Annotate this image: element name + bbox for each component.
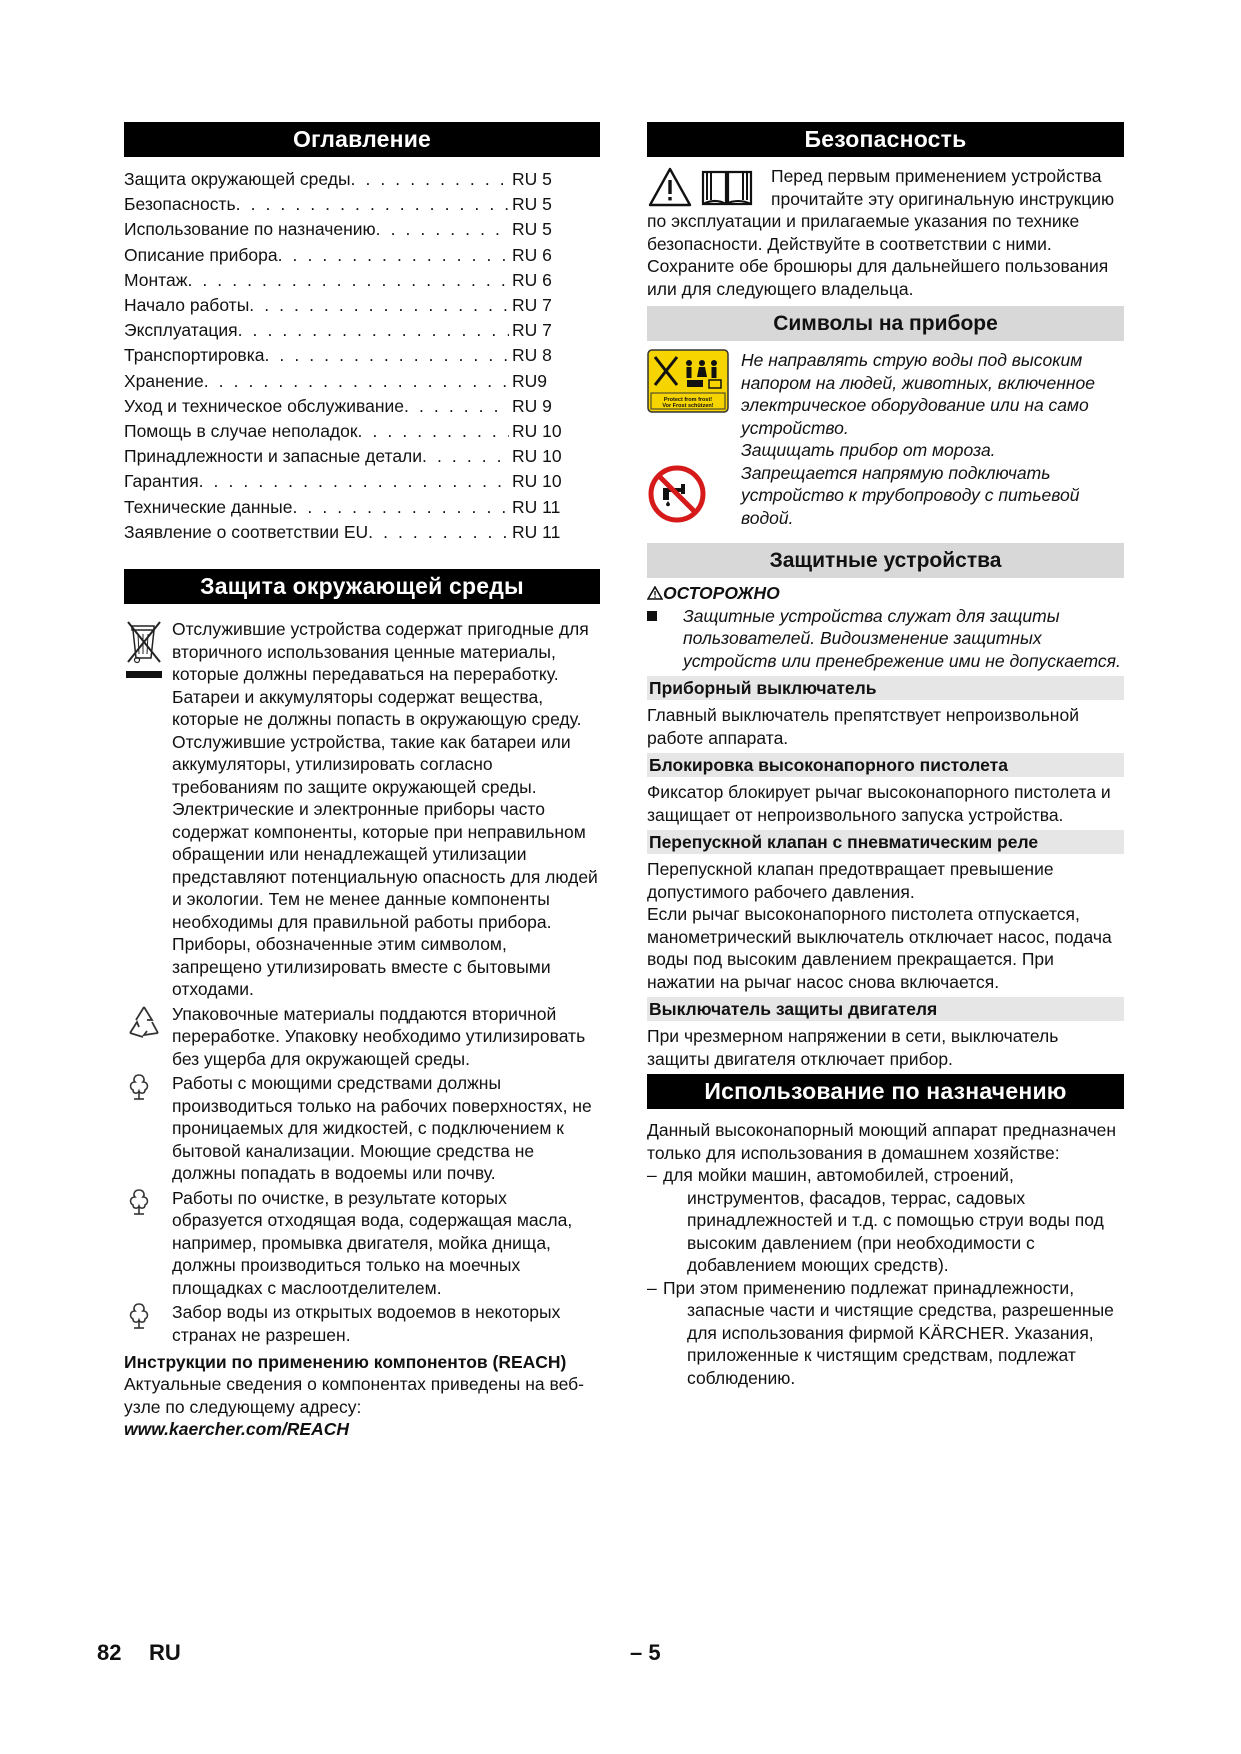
crossed-bin-icon: [124, 618, 172, 680]
valve-text-2: Если рычаг высоконапорного пистолета отпускается, манометрический выключатель отключает насос, подача воды под высоким давлением прекращается. При нажатии на рычаг насос снова включается.: [647, 904, 1112, 992]
env-block-recycle: [124, 1003, 600, 1071]
switch-title: Приборный выключатель: [647, 676, 1124, 700]
env-paragraph-1: Отслужившие устройства содержат пригодные для вторичного использования ценные материалы, которые должны передаваться на переработку. Батареи и аккумуляторы содержат вещества, которые не должны попасть в окружающую среду. Отслужившие устройства, такие как батареи или аккумуляторы, утилизировать согласно требованиям по защите окружающей среды.: [172, 619, 589, 797]
toc-entry[interactable]: [124, 192, 564, 217]
reach-text: Актуальные сведения о компонентах приведены на веб-узле по следующему адресу:: [124, 1374, 584, 1417]
motor-switch-title: Выключатель защиты двигателя: [647, 997, 1124, 1021]
toc-entry-page: RU 8: [512, 345, 552, 366]
svg-text:Protect from frost!: Protect from frost!: [663, 397, 713, 403]
safety-title: Безопасность: [647, 122, 1124, 157]
toc-entry[interactable]: [124, 419, 564, 444]
small-warning-icon: [647, 586, 663, 600]
toc-entry-page: RU 7: [512, 320, 552, 341]
toc-dot-leader: [351, 167, 509, 192]
safety-intro: Перед первым применением устройства прочитайте эту оригинальную инструкцию по эксплуатации и прилагаемые указания по технике безопасности. Действуйте в соответствии с ними. Сохраните обе брошюры для дальнейшего пользования или для следующего владельца.: [647, 166, 1115, 299]
toc-title: Оглавление: [124, 122, 600, 157]
toc-entry-title: Монтаж: [124, 269, 188, 290]
symbol-2-text: Запрещается напрямую подключать устройство к трубопроводу с питьевой водой.: [741, 462, 1080, 528]
toc-entry-page: RU 11: [512, 521, 561, 542]
usage-item-2-text: При этом применению подлежат принадлежности, запасные части и чистящие средства, разрешенные для использования фирмой KÄRCHER. Указания, приложенные к чистящим средствам, подлежат соблюдению.: [663, 1277, 1114, 1388]
toc-entry-title: Использование по назначению: [124, 219, 376, 240]
toc-dot-leader: [264, 343, 509, 368]
toc-entry-title: Начало работы: [124, 295, 250, 316]
symbol-1-text: Не направлять струю воды под высоким напором на людей, животных, включенное электрическое оборудование или на само устройство.: [741, 350, 1095, 438]
reach-url[interactable]: www.kaercher.com/REACH: [124, 1419, 349, 1440]
toc-entry[interactable]: [124, 217, 564, 242]
toc-dot-leader: [199, 469, 509, 494]
toc-entry[interactable]: [124, 394, 564, 419]
dash-marker: –: [647, 1277, 657, 1298]
symbols-title: Символы на приборе: [647, 306, 1124, 341]
caution-label: ОСТОРОЖНО: [663, 583, 780, 603]
toc-entry-title: Хранение: [124, 370, 204, 391]
dash-marker: –: [647, 1165, 657, 1185]
toc-dot-leader: [404, 394, 509, 419]
toc-entry-page: RU 5: [512, 169, 552, 189]
env-paragraph-4: Работы с моющими средствами должны производиться только на рабочих поверхностях, не проницаемых для жидкостей, с подключением к бытовой канализации. Моющие средства не должны попадать в водоемы или почву.: [172, 1073, 592, 1184]
toc-dot-leader: [204, 369, 509, 394]
gun-lock-title: Блокировка высоконапорного пистолета: [647, 753, 1124, 777]
toc-entry[interactable]: [124, 243, 564, 268]
switch-text: Главный выключатель препятствует непроизвольной работе аппарата.: [647, 705, 1079, 748]
toc-entry-page: RU 10: [512, 471, 562, 492]
toc-entry[interactable]: [124, 343, 564, 368]
toc-entry[interactable]: [124, 495, 564, 520]
toc-entry[interactable]: [124, 469, 564, 494]
toc-entry-title: Помощь в случае неполадок: [124, 421, 358, 442]
left-column: [124, 122, 600, 1441]
toc-entry-title: Транспортировка: [124, 345, 265, 366]
svg-text:Vor Frost schützen!: Vor Frost schützen!: [662, 403, 714, 409]
env-block-weee: [124, 618, 600, 798]
env-paragraph-2: Электрические и электронные приборы часто содержат компоненты, которые при неправильном обращении или ненадлежащей утилизации представляют потенциальную опасность для людей и экологии. Тем не менее данные компоненты необходимы для правильной работы прибора. Приборы, обозначенные этим символом, запрещено утилизировать вместе с бытовыми отходами.: [172, 799, 598, 1000]
toc-dot-leader: [376, 217, 509, 242]
toc-dot-leader: [358, 419, 509, 444]
symbol-1-texts: [741, 349, 1124, 462]
env-paragraph-3: Упаковочные материалы поддаются вторичной переработке. Упаковку необходимо утилизировать без ущерба для окружающей среды.: [172, 1003, 586, 1069]
devices-title: Защитные устройства: [647, 543, 1124, 578]
toc-dot-leader: [292, 495, 509, 520]
env-block-detergents: [124, 1072, 600, 1185]
usage-item-1-text: для мойки машин, автомобилей, строений, инструментов, фасадов, террас, садовых принадлежностей и т.д. с помощью струи воды под высоким давлением (при необходимости с добавлением моющих средств).: [663, 1165, 1104, 1275]
symbol-1b-text: Защищать прибор от мороза.: [741, 440, 996, 460]
toc-dot-leader: [187, 268, 509, 293]
toc-entry[interactable]: [124, 520, 564, 545]
caution-heading: [647, 582, 1124, 605]
env-section-title: Защита окружающей среды: [124, 569, 600, 604]
toc-entry-title: Заявление о соответствии EU: [124, 521, 369, 542]
toc-entry-page: RU 5: [512, 219, 552, 240]
table-of-contents: [124, 167, 600, 545]
safety-icons: [647, 165, 765, 209]
toc-entry-title: Эксплуатация: [124, 320, 238, 341]
toc-entry-title: Защита окружающей среды: [124, 169, 351, 189]
usage-title: Использование по назначению: [647, 1074, 1124, 1109]
caution-text: Защитные устройства служат для защиты пользователей. Видоизменение защитных устройств или пренебрежение ими не допускается.: [683, 605, 1121, 671]
tree-icon: [124, 1072, 172, 1102]
footer-page-number: 82: [97, 1640, 122, 1665]
toc-entry-page: RU 10: [512, 446, 562, 467]
toc-entry[interactable]: [124, 268, 564, 293]
right-column: [647, 122, 1124, 1389]
gun-lock-text: Фиксатор блокирует рычаг высоконапорного пистолета и защищает от непроизвольного запуска устройства.: [647, 782, 1111, 825]
footer-language: RU: [149, 1640, 181, 1665]
toc-dot-leader: [249, 293, 509, 318]
toc-entry-title: Описание прибора: [124, 244, 278, 265]
toc-entry[interactable]: [124, 318, 564, 343]
toc-entry[interactable]: [124, 369, 564, 394]
toc-entry-page: RU 9: [512, 395, 552, 416]
toc-entry-title: Принадлежности и запасные детали: [124, 446, 423, 467]
valve-text-1: Перепускной клапан предотвращает превышение допустимого рабочего давления.: [647, 859, 1054, 902]
toc-entry-title: Безопасность: [124, 194, 236, 215]
usage-item-2: [647, 1277, 1124, 1390]
no-spray-frost-icon: [647, 349, 741, 418]
toc-entry[interactable]: [124, 444, 564, 469]
manual-book-icon: [699, 166, 755, 208]
toc-entry-title: Технические данные: [124, 496, 293, 517]
symbol-block-1: [647, 349, 1124, 462]
env-paragraph-5: Работы по очистке, в результате которых образуется отходящая вода, содержащая масла, например, промывка двигателя, мойка днища, должны производиться только на моечных площадках с маслоотделителем.: [172, 1187, 573, 1298]
footer-subpage: – 5: [630, 1640, 661, 1665]
env-block-oil: [124, 1187, 600, 1300]
toc-dot-leader: [368, 520, 509, 545]
env-block-water: [124, 1301, 600, 1346]
motor-switch-text: При чрезмерном напряжении в сети, выключатель защиты двигателя отключает прибор.: [647, 1026, 1059, 1069]
toc-entry[interactable]: [124, 167, 564, 192]
toc-entry-page: RU 11: [512, 496, 561, 517]
toc-entry-page: RU9: [512, 370, 548, 391]
toc-entry-title: Уход и техническое обслуживание: [124, 395, 405, 416]
env-paragraph-6: Забор воды из открытых водоемов в некоторых странах не разрешен.: [172, 1302, 561, 1345]
toc-dot-leader: [236, 192, 509, 217]
safety-intro-block: [647, 165, 1124, 300]
toc-entry-page: RU 10: [512, 421, 562, 442]
usage-item-1: [647, 1164, 1124, 1277]
caution-bullet: [647, 605, 1124, 673]
toc-entry-page: RU 6: [512, 269, 552, 290]
reach-title: Инструкции по применению компонентов (REACH): [124, 1352, 567, 1373]
toc-dot-leader: [238, 318, 509, 343]
no-drinking-water-icon: [647, 462, 741, 529]
warning-triangle-icon: [647, 166, 693, 208]
toc-entry-page: RU 7: [512, 295, 552, 316]
tree-icon: [124, 1301, 172, 1331]
toc-entry-page: RU 6: [512, 244, 552, 265]
toc-entry[interactable]: [124, 293, 564, 318]
bullet-square-icon: [647, 605, 683, 621]
toc-entry-title: Гарантия: [124, 471, 199, 492]
toc-entry-page: RU 5: [512, 194, 552, 215]
recycle-icon: [124, 1003, 172, 1043]
valve-title: Перепускной клапан с пневматическим реле: [647, 830, 1124, 854]
tree-icon: [124, 1187, 172, 1217]
toc-dot-leader: [422, 444, 509, 469]
toc-dot-leader: [278, 243, 509, 268]
usage-intro: Данный высоконапорный моющий аппарат предназначен только для использования в домашнем хозяйстве:: [647, 1120, 1117, 1163]
symbol-block-2: [647, 462, 1124, 530]
